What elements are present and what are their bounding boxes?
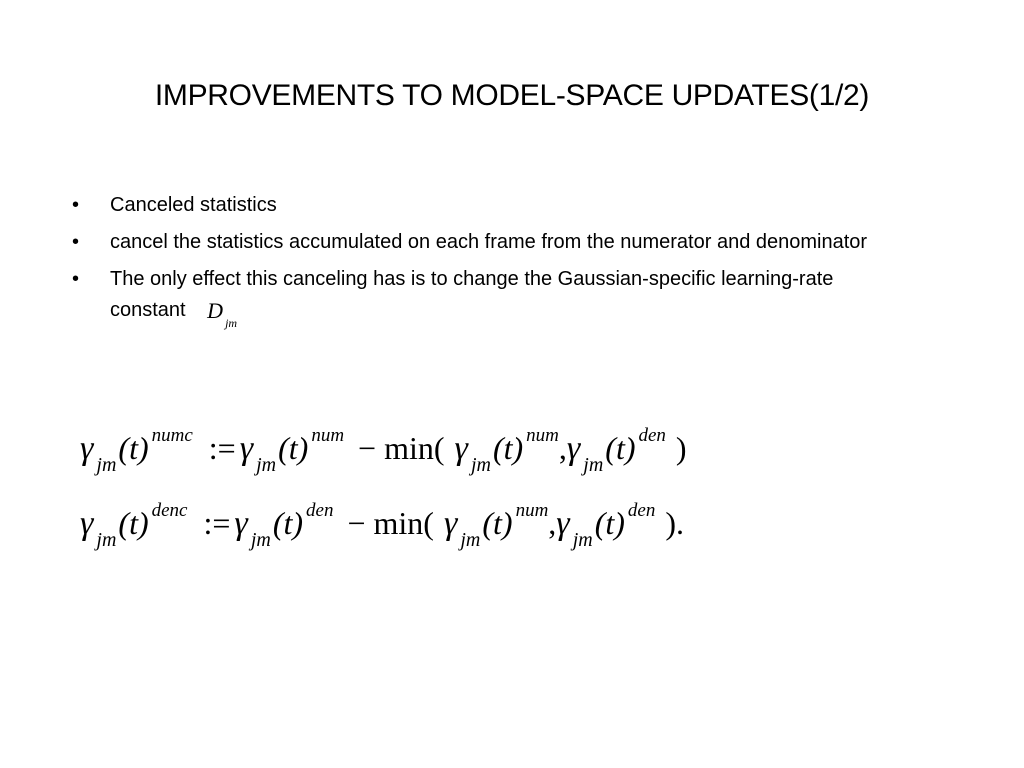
assign-operator: := [208, 430, 236, 466]
minus-operator: − [358, 430, 377, 466]
gamma-symbol: γ [443, 505, 458, 542]
comma: , [558, 430, 567, 466]
time-argument: (t) [605, 430, 636, 466]
time-argument: (t) [278, 430, 309, 466]
time-argument: (t) [492, 430, 524, 466]
bullet-item-cancel-statistics [72, 227, 912, 257]
equation-numerator [80, 425, 687, 476]
superscript: num [526, 425, 559, 446]
subscript: jm [583, 454, 604, 476]
closing-paren: ). [665, 505, 684, 541]
gamma-symbol: γ [80, 430, 94, 467]
symbol-base: D [207, 298, 224, 323]
slide-title: IMPROVEMENTS TO MODEL-SPACE UPDATES(1/2) [154, 79, 870, 112]
superscript: den [638, 425, 666, 446]
time-argument: (t) [594, 505, 625, 541]
gamma-symbol: γ [454, 430, 468, 467]
gamma-symbol: γ [80, 505, 94, 542]
superscript: num [515, 500, 549, 521]
bullet-text: cancel the statistics accumulated on each frame from the numerator and denominator [110, 231, 868, 253]
bullet-item-canceled-statistics [72, 190, 912, 220]
bullet-list [72, 190, 912, 334]
min-function: min( [373, 505, 434, 541]
gamma-symbol: γ [556, 505, 570, 542]
subscript: jm [460, 529, 481, 551]
bullet-marker: • [72, 194, 80, 216]
subscript: jm [250, 529, 271, 551]
comma: , [548, 505, 557, 541]
symbol-subscript: jm [225, 316, 238, 330]
subscript: jm [470, 454, 491, 476]
time-argument: (t) [272, 505, 304, 541]
min-function: min( [384, 430, 445, 466]
superscript: den [306, 500, 334, 521]
gamma-symbol: γ [239, 430, 254, 467]
superscript: den [627, 500, 656, 521]
time-argument: (t) [118, 430, 149, 466]
subscript: jm [96, 529, 117, 551]
subscript: jm [96, 454, 117, 476]
bullet-marker: • [72, 268, 80, 290]
bullet-text: The only effect this canceling has is to change the Gaussian-specific learning-rate constant [110, 268, 834, 321]
bullet-text: Canceled statistics [110, 194, 277, 216]
time-argument: (t) [118, 505, 149, 541]
gamma-symbol: γ [566, 430, 581, 467]
assign-operator: := [203, 505, 231, 541]
superscript: denc [151, 500, 188, 521]
closing-paren: ) [675, 430, 687, 466]
learning-rate-symbol [207, 298, 238, 330]
equation-denominator [80, 500, 684, 551]
superscript: numc [151, 425, 193, 446]
bullet-marker: • [72, 231, 80, 253]
subscript: jm [256, 454, 277, 476]
gamma-symbol: γ [234, 505, 248, 542]
minus-operator: − [347, 505, 366, 541]
subscript: jm [572, 529, 593, 551]
superscript: num [311, 425, 345, 446]
bullet-item-learning-rate [72, 264, 912, 330]
time-argument: (t) [482, 505, 513, 541]
